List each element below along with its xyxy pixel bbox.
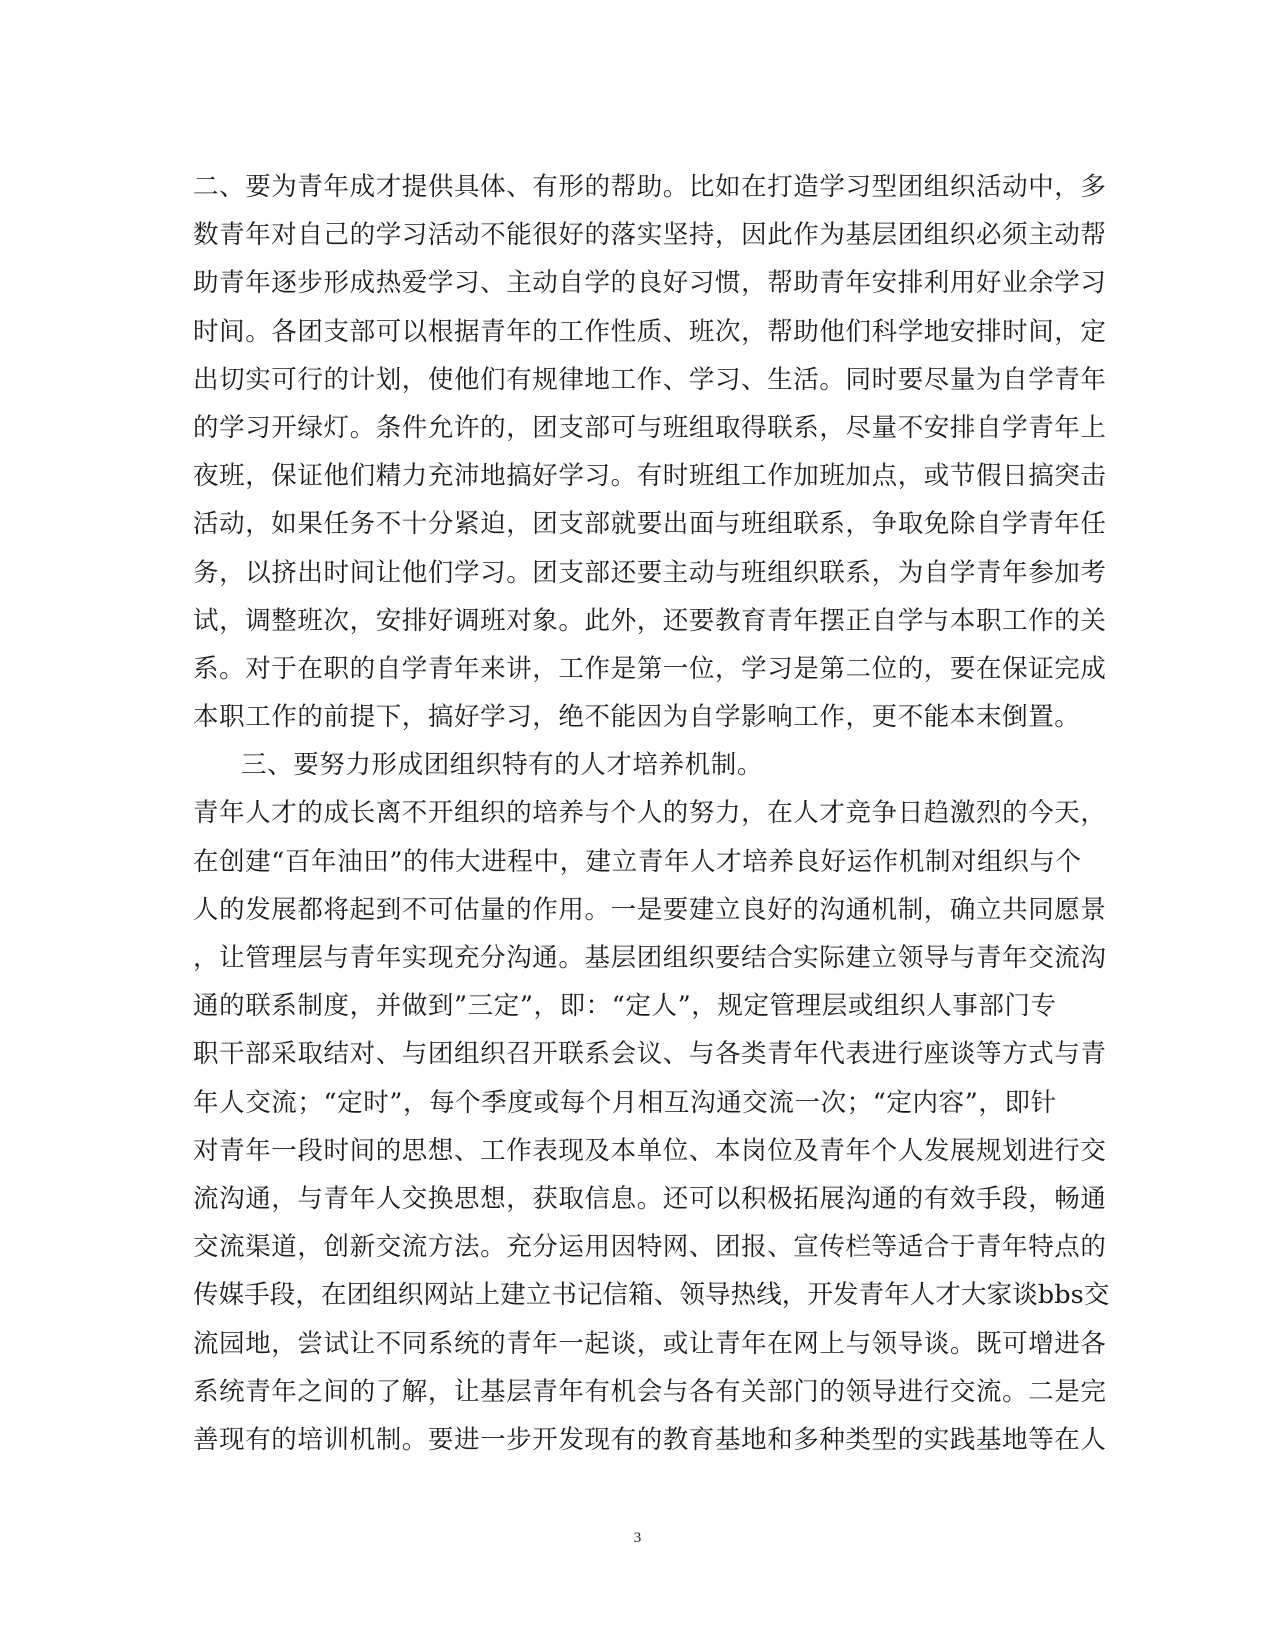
text-line: 时间。各团支部可以根据青年的工作性质、班次，帮助他们科学地安排时间，定 — [193, 316, 1107, 347]
text-line: 系统青年之间的了解，让基层青年有机会与各有关部门的领导进行交流。二是完 — [193, 1376, 1107, 1407]
text-line: 年人交流；“定时”，每个季度或每个月相互沟通交流一次；“定内容”，即针 — [193, 1087, 1057, 1118]
text-line: 系。对于在职的自学青年来讲，工作是第一位，学习是第二位的，要在保证完成 — [193, 653, 1107, 684]
text-line: 数青年对自己的学习活动不能很好的落实坚持，因此作为基层团组织必须主动帮 — [193, 220, 1107, 251]
text-line: 善现有的培训机制。要进一步开发现有的教育基地和多种类型的实践基地等在人 — [193, 1424, 1107, 1455]
text-line: 对青年一段时间的思想、工作表现及本单位、本岗位及青年个人发展规划进行交 — [193, 1135, 1107, 1166]
section-heading: 三、要努力形成团组织特有的人才培养机制。 — [241, 750, 764, 781]
text-line: 通的联系制度，并做到”三定”，即：“定人”，规定管理层或组织人事部门专 — [193, 991, 1057, 1022]
text-line: ，让管理层与青年实现充分沟通。基层团组织要结合实际建立领导与青年交流沟 — [193, 943, 1107, 973]
text-line: 助青年逐步形成热爱学习、主动自学的良好习惯，帮助青年安排利用好业余学习 — [193, 268, 1107, 299]
text-line: 青年人才的成长离不开组织的培养与个人的努力，在人才竞争日趋激烈的今天， — [193, 798, 1107, 829]
text-line: 务，以挤出时间让他们学习。团支部还要主动与班组织联系，为自学青年参加考 — [193, 557, 1107, 588]
text-line: 试，调整班次，安排好调班对象。此外，还要教育青年摆正自学与本职工作的关 — [193, 605, 1107, 636]
text-line: 人的发展都将起到不可估量的作用。一是要建立良好的沟通机制，确立共同愿景 — [193, 894, 1107, 925]
text-line: 职干部采取结对、与团组织召开联系会议、与各类青年代表进行座谈等方式与青 — [193, 1039, 1107, 1070]
text-line: 活动，如果任务不十分紧迫，团支部就要出面与班组联系，争取免除自学青年任 — [193, 509, 1107, 540]
page-number: 3 — [633, 1530, 642, 1546]
text-line: 在创建“百年油田”的伟大进程中，建立青年人才培养良好运作机制对组织与个 — [193, 846, 1082, 877]
text-line: 的学习开绿灯。条件允许的，团支部可与班组取得联系，尽量不安排自学青年上 — [193, 412, 1107, 443]
text-line: 出切实可行的计划，使他们有规律地工作、学习、生活。同时要尽量为自学青年 — [193, 364, 1107, 395]
text-line: 交流渠道，创新交流方法。充分运用因特网、团报、宣传栏等适合于青年特点的 — [193, 1232, 1107, 1263]
text-line: 流园地，尝试让不同系统的青年一起谈，或让青年在网上与领导谈。既可增进各 — [193, 1328, 1107, 1359]
text-line: 夜班，保证他们精力充沛地搞好学习。有时班组工作加班加点，或节假日搞突击 — [193, 461, 1107, 492]
text-line: 本职工作的前提下，搞好学习，绝不能因为自学影响工作，更不能本末倒置。 — [193, 702, 1081, 733]
text-line: 传媒手段，在团组织网站上建立书记信箱、领导热线，开发青年人才大家谈bbs交 — [193, 1280, 1110, 1311]
text-line: 二、要为青年成才提供具体、有形的帮助。比如在打造学习型团组织活动中，多 — [193, 172, 1107, 202]
body-text — [193, 163, 1110, 1464]
text-line: 流沟通，与青年人交换思想，获取信息。还可以积极拓展沟通的有效手段，畅通 — [193, 1183, 1107, 1214]
